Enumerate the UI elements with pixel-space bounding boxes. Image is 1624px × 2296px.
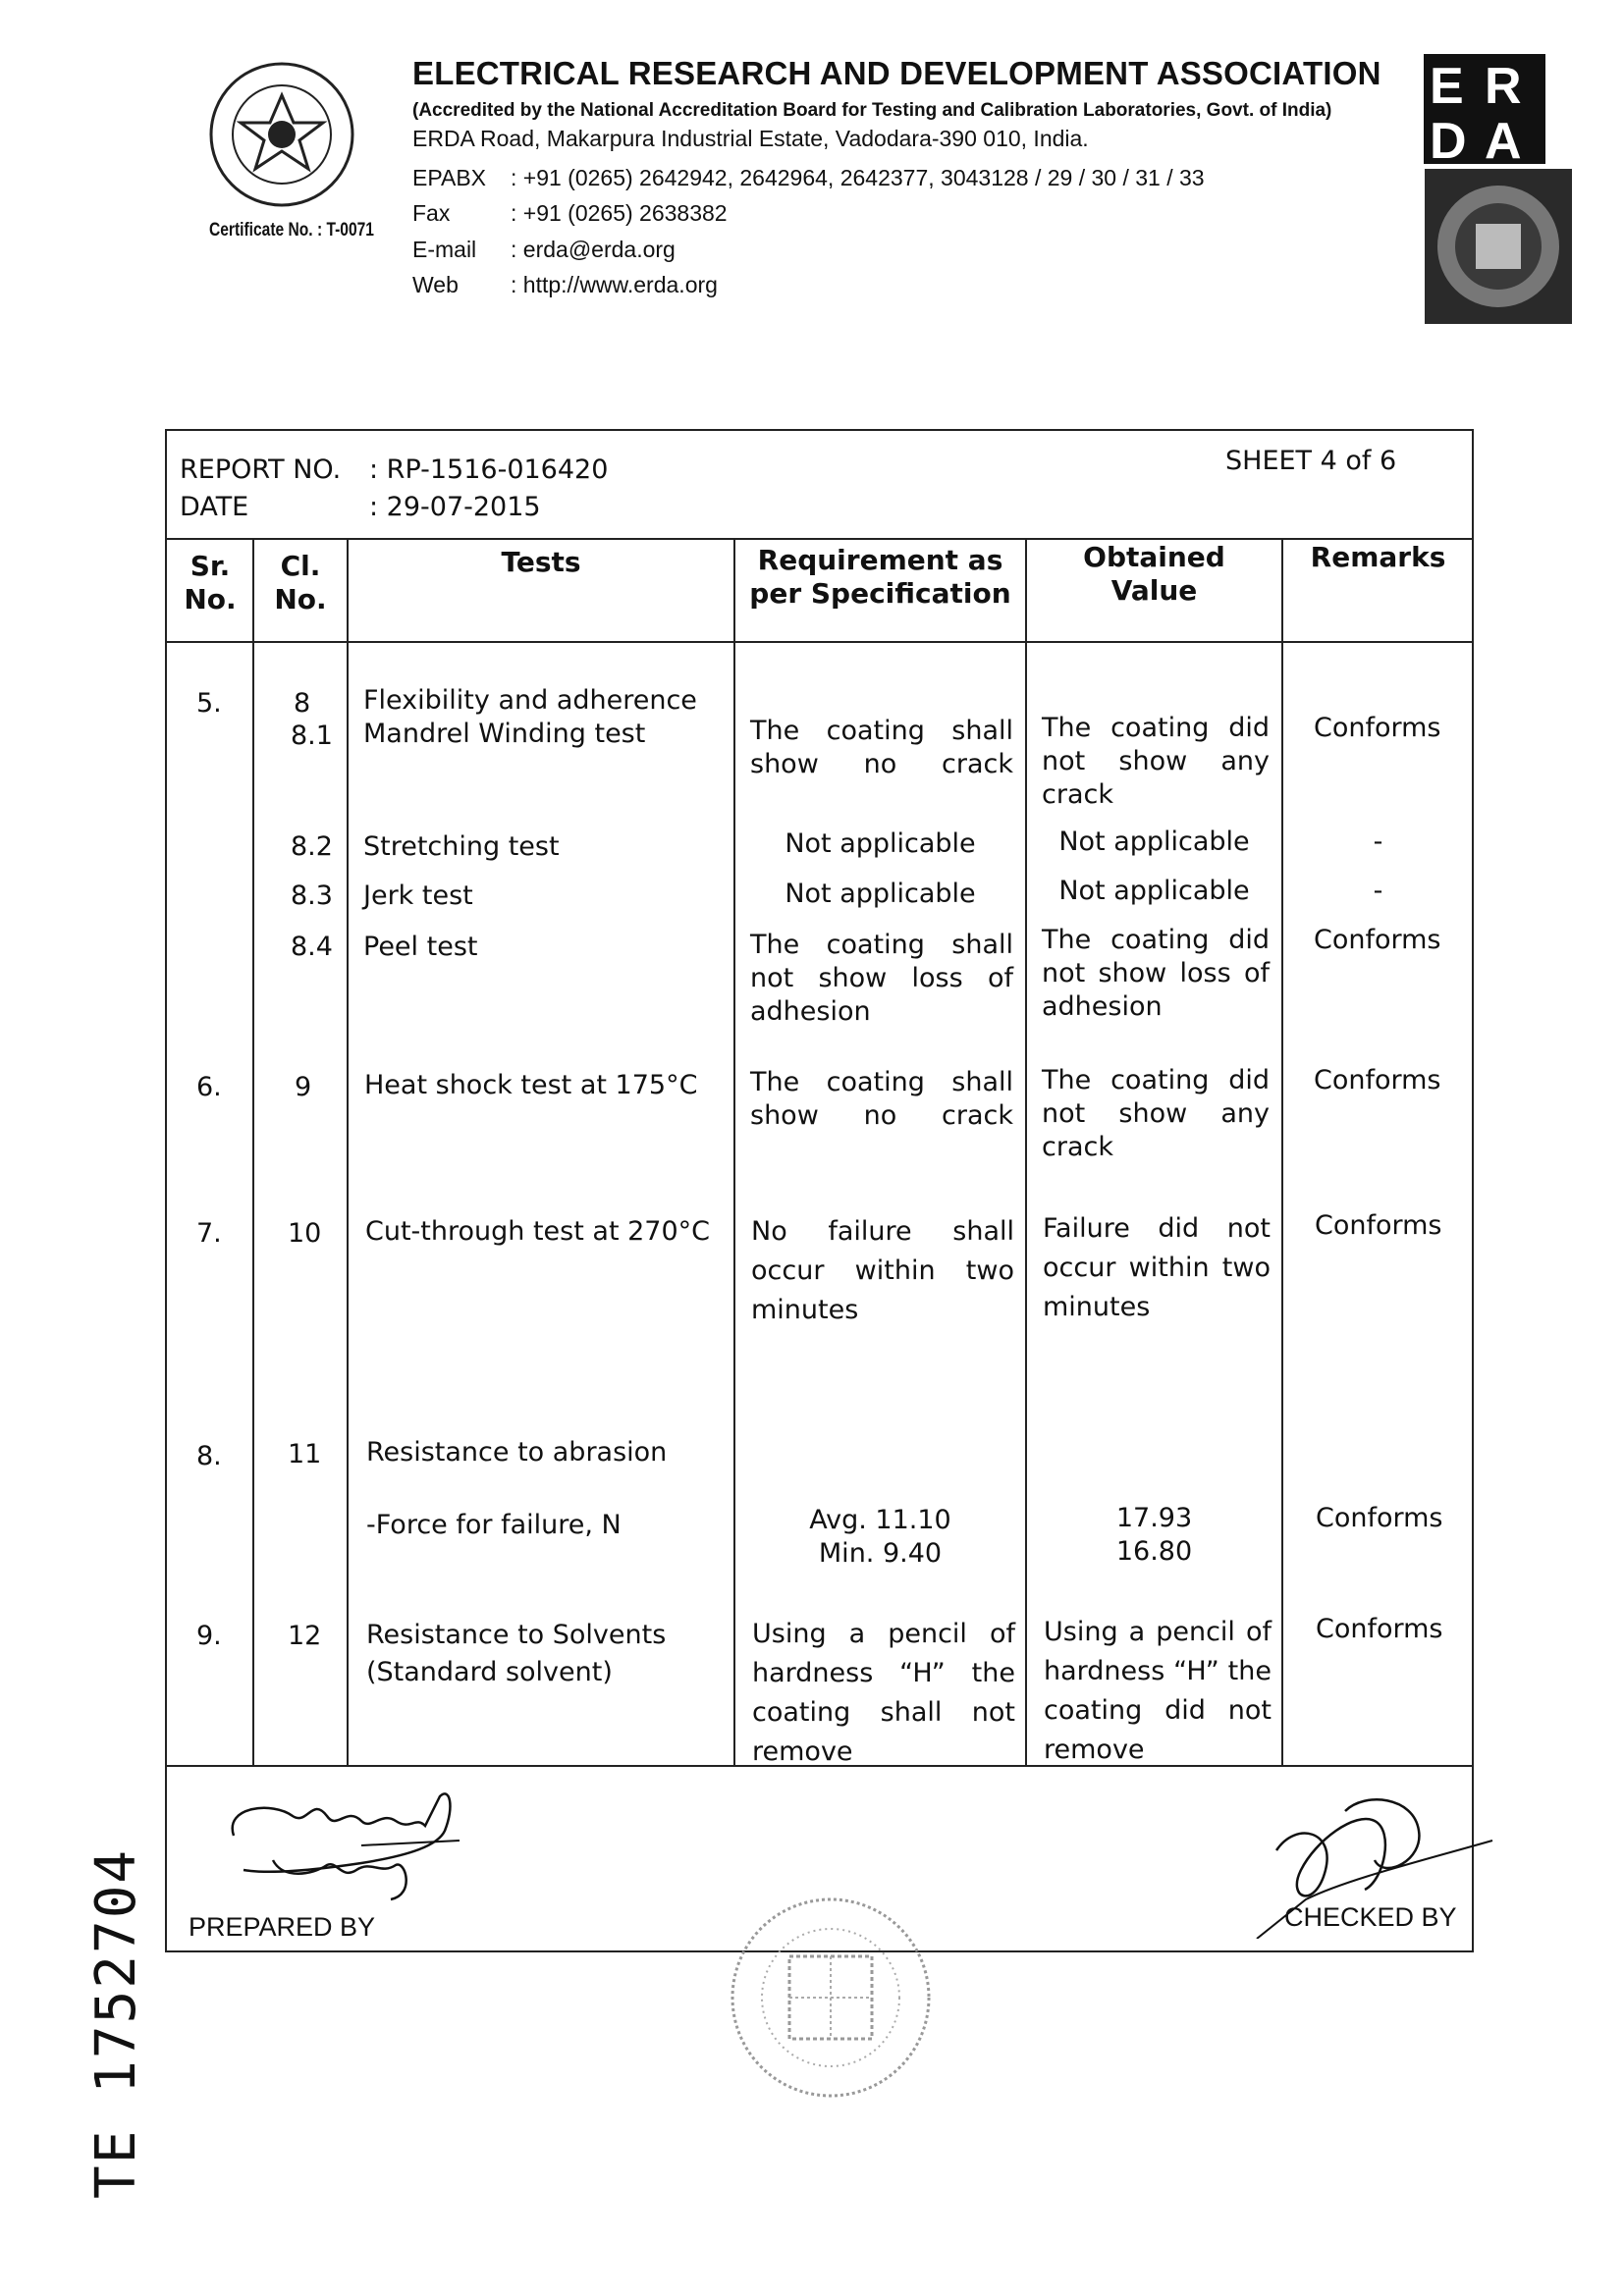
- row84-req: The coating shall not show loss of adhesion: [750, 930, 1013, 1027]
- header-remarks: Remarks: [1310, 541, 1446, 573]
- row9-cl: 12: [288, 1621, 322, 1651]
- col-rule-3: [733, 538, 735, 1766]
- row82-obt: Not applicable: [1058, 827, 1250, 857]
- row5-sr: 5.: [196, 688, 222, 719]
- table-top-rule: [166, 538, 1473, 540]
- row83-remark: -: [1373, 876, 1383, 906]
- prepared-signature: [214, 1787, 479, 1904]
- fax-label: Fax: [412, 200, 451, 227]
- col-rule-4: [1025, 538, 1027, 1766]
- row84-test: Peel test: [363, 932, 478, 962]
- erda-logo: [1424, 54, 1545, 164]
- row6-obt: The coating did not show any crack: [1042, 1065, 1270, 1162]
- logo-letter-a: A: [1485, 113, 1522, 164]
- report-no-label: REPORT NO.: [180, 454, 342, 485]
- row8-cl: 11: [288, 1439, 322, 1469]
- report-meta: [180, 452, 608, 526]
- row81-cl: 8.1: [291, 721, 333, 751]
- row8b-remark: Conforms: [1316, 1503, 1443, 1533]
- row6-req: The coating shall show no crack: [750, 1067, 1013, 1131]
- row5-test: Flexibility and adherence: [363, 685, 697, 716]
- prepared-by-label: PREPARED BY: [189, 1912, 376, 1942]
- row8b-test: -Force for failure, N: [366, 1510, 622, 1540]
- date-label: DATE: [180, 492, 249, 522]
- checked-by-label: CHECKED BY: [1284, 1902, 1457, 1932]
- org-name: ELECTRICAL RESEARCH AND DEVELOPMENT ASSOCIATION: [412, 55, 1381, 91]
- row8b-obt: 17.93 16.80: [1115, 1503, 1193, 1567]
- logo-letter-r: R: [1485, 58, 1522, 115]
- row6-sr: 6.: [196, 1072, 222, 1102]
- row9-req: Using a pencil of hardness “H” the coating shall not remove: [752, 1619, 1015, 1767]
- col-rule-2: [347, 538, 349, 1766]
- row9-test: Resistance to Solvents (Standard solvent): [366, 1620, 667, 1687]
- row5-cl: 8: [294, 688, 311, 719]
- header-bottom-rule: [166, 641, 1473, 643]
- org-accreditation: (Accredited by the National Accreditation Board for Testing and Calibration Laboratories, Govt. of India): [412, 100, 1332, 121]
- row82-test: Stretching test: [363, 831, 560, 862]
- fax-value: : +91 (0265) 2638382: [511, 200, 728, 227]
- row8b-req: Avg. 11.10 Min. 9.40: [809, 1505, 951, 1569]
- epabx-value: : +91 (0265) 2642942, 2642964, 2642377, 3043128 / 29 / 30 / 31 / 33: [511, 164, 1205, 190]
- row84-remark: Conforms: [1314, 925, 1441, 955]
- row6-remark: Conforms: [1314, 1065, 1441, 1095]
- logo-letter-e: E: [1430, 58, 1464, 115]
- section-stamp: [723, 1890, 939, 2106]
- erda-hologram-seal: [1425, 169, 1572, 324]
- serial-number: TE 1752704: [84, 1847, 148, 2199]
- col-rule-1: [252, 538, 254, 1766]
- header-obtained: Obtained Value: [1083, 541, 1225, 607]
- row81-obt: The coating did not show any crack: [1042, 713, 1270, 810]
- web-label: Web: [412, 272, 459, 298]
- row83-obt: Not applicable: [1058, 876, 1250, 906]
- nabl-logo: [208, 61, 355, 208]
- row84-obt: The coating did not show loss of adhesion: [1042, 925, 1270, 1022]
- row81-remark: Conforms: [1314, 713, 1441, 743]
- epabx-label: EPABX: [412, 164, 486, 190]
- row82-req: Not applicable: [785, 828, 976, 859]
- report-no-value: : RP-1516-016420: [369, 454, 609, 485]
- row83-test: Jerk test: [363, 881, 473, 911]
- date-value: : 29-07-2015: [369, 492, 541, 522]
- row7-test: Cut-through test at 270°C: [365, 1216, 710, 1247]
- header-sr-no: Sr. No.: [184, 550, 237, 615]
- row6-cl: 9: [295, 1072, 312, 1102]
- row7-remark: Conforms: [1315, 1210, 1442, 1241]
- row8-test: Resistance to abrasion: [366, 1437, 668, 1468]
- row9-obt: Using a pencil of hardness “H” the coating did not remove: [1044, 1617, 1272, 1765]
- header-cl-no: Cl. No.: [274, 550, 327, 615]
- row9-sr: 9.: [196, 1621, 222, 1651]
- org-address: ERDA Road, Makarpura Industrial Estate, Vadodara-390 010, India.: [412, 126, 1089, 151]
- row82-remark: -: [1373, 827, 1383, 857]
- row9-remark: Conforms: [1316, 1614, 1443, 1644]
- logo-letter-d: D: [1430, 113, 1467, 164]
- row84-cl: 8.4: [291, 932, 333, 962]
- row7-cl: 10: [288, 1218, 322, 1249]
- header-requirement: Requirement as per Specification: [749, 544, 1011, 610]
- header-tests: Tests: [501, 546, 581, 578]
- sheet-number: SHEET 4 of 6: [1225, 446, 1397, 476]
- web-value: : http://www.erda.org: [511, 272, 718, 298]
- contact-block: [412, 160, 1205, 303]
- row83-req: Not applicable: [785, 879, 976, 909]
- col-rule-5: [1281, 538, 1283, 1766]
- row81-req: The coating shall show no crack: [750, 716, 1013, 779]
- email-label: E-mail: [412, 236, 477, 262]
- row81-test: Mandrel Winding test: [363, 719, 646, 749]
- row8-sr: 8.: [196, 1441, 222, 1471]
- row7-req: No failure shall occur within two minutes: [751, 1216, 1014, 1325]
- row7-sr: 7.: [196, 1218, 222, 1249]
- row82-cl: 8.2: [291, 831, 333, 862]
- certificate-number: Certificate No. : T-0071: [209, 220, 374, 240]
- row6-test: Heat shock test at 175°C: [364, 1070, 698, 1100]
- row83-cl: 8.3: [291, 881, 333, 911]
- email-value: : erda@erda.org: [511, 236, 676, 262]
- row7-obt: Failure did not occur within two minutes: [1043, 1213, 1271, 1322]
